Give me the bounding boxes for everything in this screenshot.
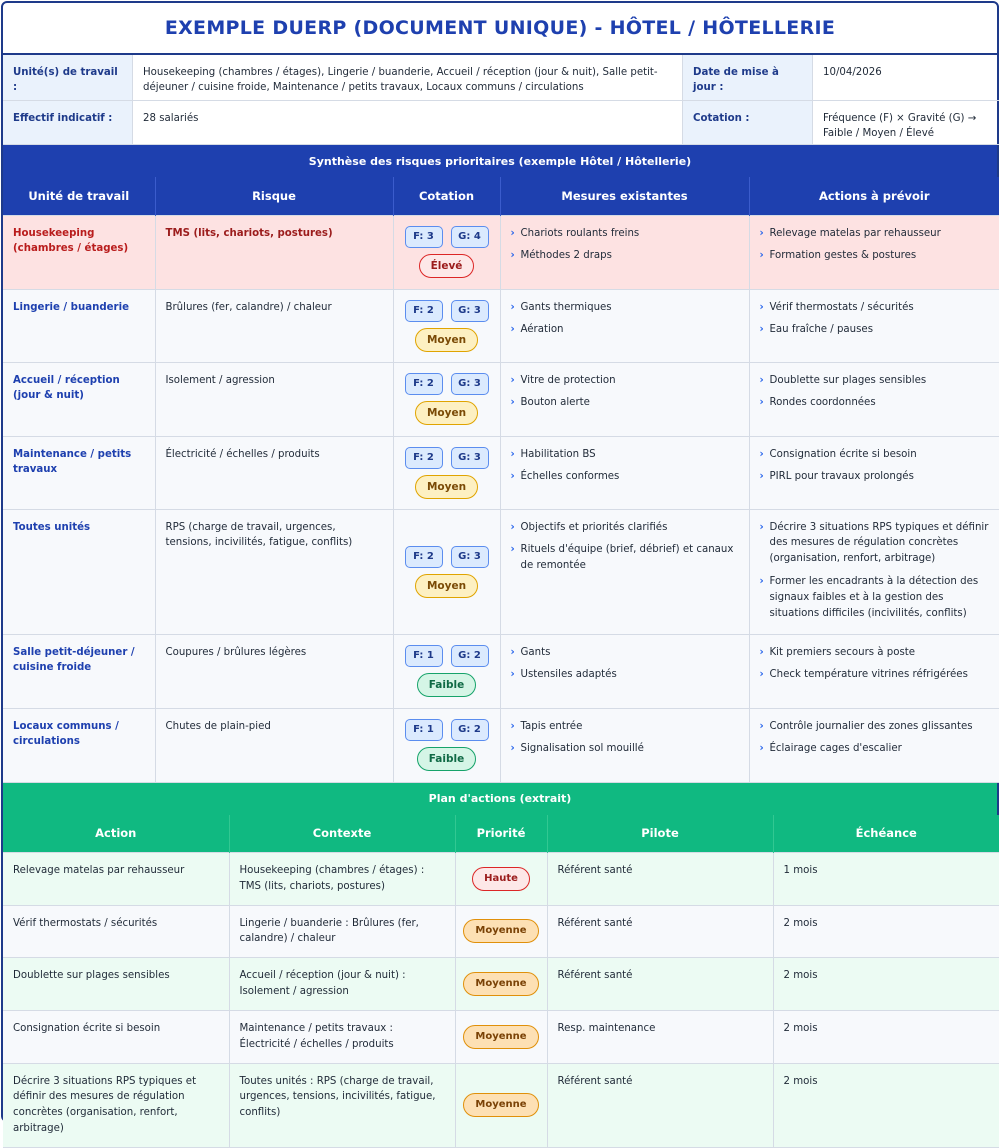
risk-cell: TMS (lits, chariots, postures) — [155, 215, 393, 289]
units-label: Unité(s) de travail : — [3, 55, 133, 101]
priority-badge: Haute — [472, 867, 530, 891]
risk-row — [3, 634, 999, 708]
measure-item: › Rituels d'équipe (brief, débrief) et canaux de remontée — [511, 542, 739, 574]
staff-label: Effectif indicatif : — [3, 101, 133, 145]
frequency-chip: F: 2 — [405, 300, 443, 322]
severity-chip: G: 3 — [451, 546, 489, 568]
action-item: › Former les encadrants à la détection des signaux faibles et à la gestion des situations difficiles (incivilités, conflits) — [760, 574, 990, 621]
document-page — [1, 1, 999, 1134]
measure-item: › Gants thermiques — [511, 300, 739, 316]
rating-cell — [393, 634, 500, 708]
measure-item: › Méthodes 2 draps — [511, 248, 739, 264]
plan-context-cell: Accueil / réception (jour & nuit) : Isolement / agression — [229, 958, 455, 1011]
plan-pilot-cell: Référent santé — [547, 1063, 773, 1147]
risk-row — [3, 708, 999, 782]
plan-deadline-cell: 2 mois — [773, 958, 999, 1011]
measures-cell — [500, 708, 749, 782]
risk-level-badge: Moyen — [415, 401, 478, 425]
risk-cell: Brûlures (fer, calandre) / chaleur — [155, 289, 393, 362]
rating-label: Cotation : — [683, 101, 813, 145]
measures-cell — [500, 362, 749, 436]
plan-row — [3, 958, 999, 1011]
measure-item: › Chariots roulants freins — [511, 226, 739, 242]
risk-row — [3, 436, 999, 509]
plan-row — [3, 1063, 999, 1147]
priority-badge: Moyenne — [463, 972, 538, 996]
info-block — [3, 55, 997, 145]
plan-action-cell: Décrire 3 situations RPS typiques et définir des mesures de régulation concrètes (organisation, renfort, arbitrage) — [3, 1063, 229, 1147]
rating-cell — [393, 362, 500, 436]
rating-cell — [393, 436, 500, 509]
action-item: › Kit premiers secours à poste — [760, 645, 990, 661]
plan-pilot-cell: Référent santé — [547, 958, 773, 1011]
severity-chip: G: 3 — [451, 373, 489, 395]
measure-item: › Bouton alerte — [511, 395, 739, 411]
risk-row — [3, 215, 999, 289]
unit-cell: Toutes unités — [3, 509, 155, 634]
actions-cell — [749, 436, 999, 509]
measure-item: › Échelles conformes — [511, 469, 739, 485]
priority-badge: Moyenne — [463, 1093, 538, 1117]
severity-chip: G: 4 — [451, 226, 489, 248]
frequency-chip: F: 2 — [405, 373, 443, 395]
unit-cell: Housekeeping (chambres / étages) — [3, 215, 155, 289]
action-item: › Relevage matelas par rehausseur — [760, 226, 990, 242]
plan-action-cell: Vérif thermostats / sécurités — [3, 905, 229, 958]
frequency-chip: F: 2 — [405, 447, 443, 469]
plan-pilot-cell: Référent santé — [547, 853, 773, 906]
measure-item: › Objectifs et priorités clarifiés — [511, 520, 739, 536]
col-header: Risque — [155, 177, 393, 215]
measure-item: › Signalisation sol mouillé — [511, 741, 739, 757]
action-item: › Consignation écrite si besoin — [760, 447, 990, 463]
risk-row — [3, 509, 999, 634]
risk-level-badge: Moyen — [415, 574, 478, 598]
plan-priority-cell — [455, 905, 547, 958]
risk-table — [3, 177, 999, 783]
plan-heading: Plan d'actions (extrait) — [3, 783, 997, 815]
risk-cell: Isolement / agression — [155, 362, 393, 436]
risk-level-badge: Élevé — [419, 254, 475, 278]
risk-cell: Chutes de plain-pied — [155, 708, 393, 782]
risk-cell: Coupures / brûlures légères — [155, 634, 393, 708]
rating-value: Fréquence (F) × Gravité (G) → Faible / Moyen / Élevé — [813, 101, 999, 145]
col-header: Contexte — [229, 815, 455, 853]
plan-context-cell: Maintenance / petits travaux : Électricité / échelles / produits — [229, 1010, 455, 1063]
staff-value: 28 salariés — [133, 101, 683, 145]
plan-context-cell: Toutes unités : RPS (charge de travail, urgences, tensions, incivilités, fatigue, conflits) — [229, 1063, 455, 1147]
plan-action-cell: Relevage matelas par rehausseur — [3, 853, 229, 906]
unit-cell: Locaux communs / circulations — [3, 708, 155, 782]
plan-row — [3, 853, 999, 906]
unit-cell: Accueil / réception (jour & nuit) — [3, 362, 155, 436]
unit-cell: Salle petit-déjeuner / cuisine froide — [3, 634, 155, 708]
col-header: Unité de travail — [3, 177, 155, 215]
actions-cell — [749, 215, 999, 289]
col-header: Mesures existantes — [500, 177, 749, 215]
plan-priority-cell — [455, 958, 547, 1011]
measure-item: › Gants — [511, 645, 739, 661]
risk-row — [3, 289, 999, 362]
col-header: Action — [3, 815, 229, 853]
severity-chip: G: 2 — [451, 645, 489, 667]
risk-row — [3, 362, 999, 436]
plan-pilot-cell: Resp. maintenance — [547, 1010, 773, 1063]
col-header: Pilote — [547, 815, 773, 853]
document-title: EXEMPLE DUERP (DOCUMENT UNIQUE) - HÔTEL / HÔTELLERIE — [3, 3, 997, 55]
measure-item: › Habilitation BS — [511, 447, 739, 463]
severity-chip: G: 2 — [451, 719, 489, 741]
frequency-chip: F: 2 — [405, 546, 443, 568]
severity-chip: G: 3 — [451, 447, 489, 469]
measures-cell — [500, 634, 749, 708]
date-value: 10/04/2026 — [813, 55, 999, 101]
col-header: Échéance — [773, 815, 999, 853]
priority-badge: Moyenne — [463, 919, 538, 943]
actions-cell — [749, 708, 999, 782]
priority-badge: Moyenne — [463, 1025, 538, 1049]
rating-cell — [393, 708, 500, 782]
risk-table-header — [3, 177, 999, 215]
actions-cell — [749, 509, 999, 634]
plan-table-header — [3, 815, 999, 853]
action-item: › Vérif thermostats / sécurités — [760, 300, 990, 316]
risk-level-badge: Moyen — [415, 475, 478, 499]
plan-row — [3, 1010, 999, 1063]
risk-level-badge: Faible — [417, 673, 476, 697]
action-item: › Eau fraîche / pauses — [760, 322, 990, 338]
action-item: › Décrire 3 situations RPS typiques et définir des mesures de régulation concrètes (organisation, renfort, arbitrage) — [760, 520, 990, 567]
col-header: Cotation — [393, 177, 500, 215]
plan-priority-cell — [455, 853, 547, 906]
plan-priority-cell — [455, 1063, 547, 1147]
units-value: Housekeeping (chambres / étages), Lingerie / buanderie, Accueil / réception (jour & nuit), Salle petit-déjeuner / cuisine froide, Maintenance / petits travaux, Locaux communs / circulations — [133, 55, 683, 101]
date-label: Date de mise à jour : — [683, 55, 813, 101]
rating-cell — [393, 509, 500, 634]
risk-cell: RPS (charge de travail, urgences, tensions, incivilités, fatigue, conflits) — [155, 509, 393, 634]
plan-deadline-cell: 2 mois — [773, 905, 999, 958]
action-item: › Doublette sur plages sensibles — [760, 373, 990, 389]
action-item: › Formation gestes & postures — [760, 248, 990, 264]
synthesis-heading: Synthèse des risques prioritaires (exemple Hôtel / Hôtellerie) — [3, 145, 997, 177]
risk-cell: Électricité / échelles / produits — [155, 436, 393, 509]
risk-level-badge: Faible — [417, 747, 476, 771]
risk-level-badge: Moyen — [415, 328, 478, 352]
col-header: Priorité — [455, 815, 547, 853]
plan-table — [3, 815, 999, 1148]
plan-action-cell: Consignation écrite si besoin — [3, 1010, 229, 1063]
unit-cell: Maintenance / petits travaux — [3, 436, 155, 509]
measure-item: › Aération — [511, 322, 739, 338]
measures-cell — [500, 289, 749, 362]
action-item: › Contrôle journalier des zones glissantes — [760, 719, 990, 735]
frequency-chip: F: 1 — [405, 645, 443, 667]
measures-cell — [500, 436, 749, 509]
action-item: › Check température vitrines réfrigérées — [760, 667, 990, 683]
plan-row — [3, 905, 999, 958]
rating-cell — [393, 289, 500, 362]
actions-cell — [749, 362, 999, 436]
plan-context-cell: Housekeeping (chambres / étages) : TMS (lits, chariots, postures) — [229, 853, 455, 906]
unit-cell: Lingerie / buanderie — [3, 289, 155, 362]
action-item: › Rondes coordonnées — [760, 395, 990, 411]
severity-chip: G: 3 — [451, 300, 489, 322]
frequency-chip: F: 1 — [405, 719, 443, 741]
action-item: › PIRL pour travaux prolongés — [760, 469, 990, 485]
plan-deadline-cell: 1 mois — [773, 853, 999, 906]
plan-deadline-cell: 2 mois — [773, 1063, 999, 1147]
col-header: Actions à prévoir — [749, 177, 999, 215]
actions-cell — [749, 634, 999, 708]
measure-item: › Tapis entrée — [511, 719, 739, 735]
rating-cell — [393, 215, 500, 289]
plan-deadline-cell: 2 mois — [773, 1010, 999, 1063]
measures-cell — [500, 215, 749, 289]
frequency-chip: F: 3 — [405, 226, 443, 248]
measure-item: › Ustensiles adaptés — [511, 667, 739, 683]
plan-context-cell: Lingerie / buanderie : Brûlures (fer, calandre) / chaleur — [229, 905, 455, 958]
measure-item: › Vitre de protection — [511, 373, 739, 389]
plan-priority-cell — [455, 1010, 547, 1063]
plan-pilot-cell: Référent santé — [547, 905, 773, 958]
plan-action-cell: Doublette sur plages sensibles — [3, 958, 229, 1011]
measures-cell — [500, 509, 749, 634]
action-item: › Éclairage cages d'escalier — [760, 741, 990, 757]
actions-cell — [749, 289, 999, 362]
